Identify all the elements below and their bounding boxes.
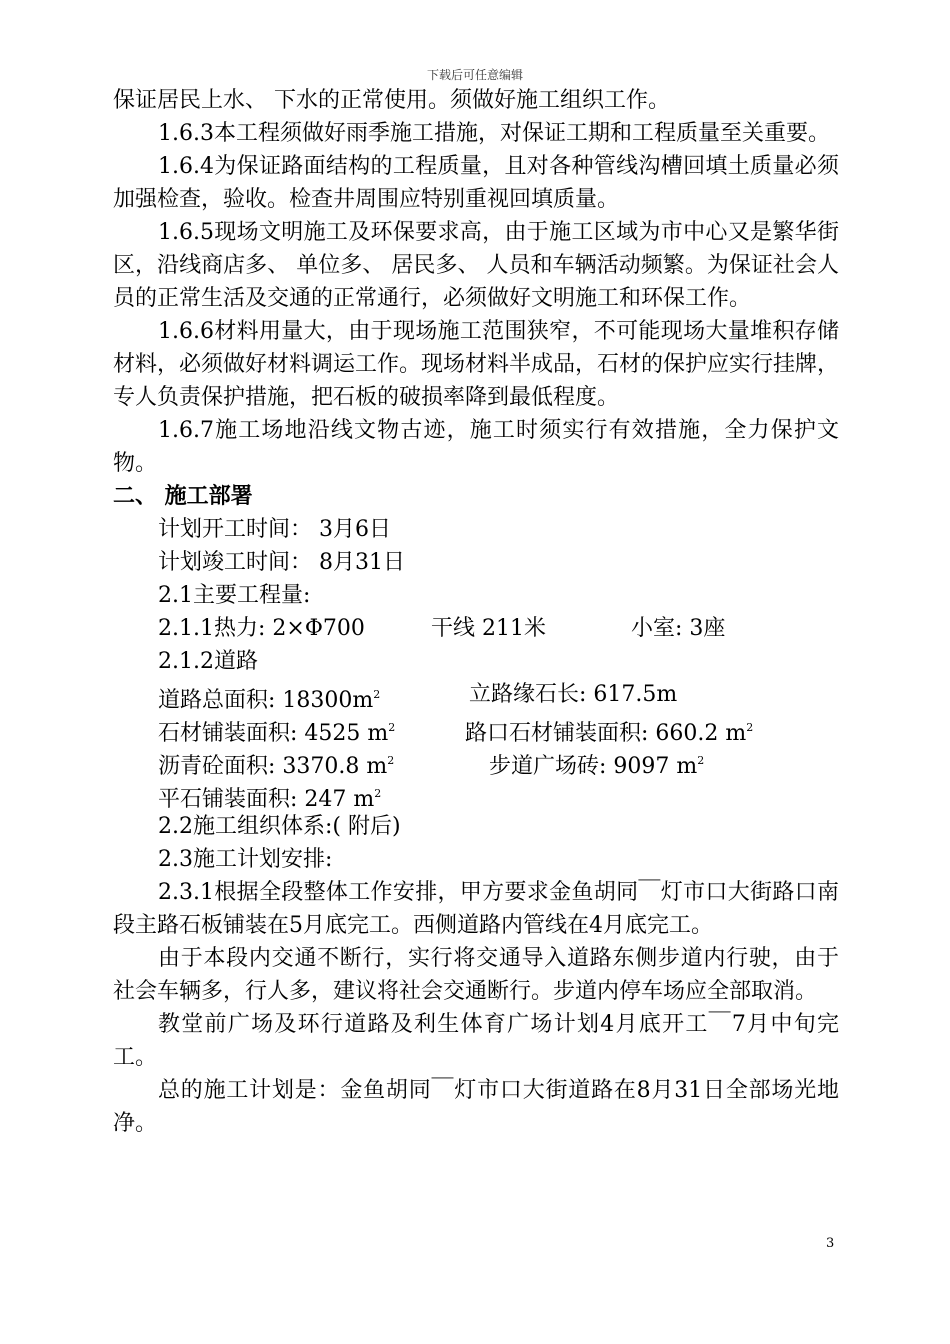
curb-length: 立路缘石长: 617.5m <box>469 682 678 707</box>
page-header: 下载后可任意编辑 <box>426 68 523 82</box>
flat-stone-area: 平石铺装面积: 247 $m^2$ <box>158 787 382 812</box>
document-body <box>113 84 839 1140</box>
stone-paving-area: 石材铺装面积: 4525 $m^2$ <box>158 721 396 746</box>
paragraph: 1.6.5现场文明施工及环保要求高，由于施工区域为市中心又是繁华街区，沿线商店多、 单位多、 居民多、 人员和车辆活动频繁。为保证社会人员的正常生活及交通的正常通行，必须做好文明施工和环保工作。 <box>113 220 839 311</box>
junction-stone-area: 路口石材铺装面积: 660.2 $m^2$ <box>465 721 754 746</box>
plan-heading: 2.3施工计划安排: <box>158 847 333 872</box>
asphalt-area: 沥青砼面积: 3370.8 $m^2$ <box>158 754 395 779</box>
paragraph: 1.6.3本工程须做好雨季施工措施，对保证工期和工程质量至关重要。 <box>158 121 830 146</box>
chambers: 小室: 3座 <box>631 616 726 641</box>
paragraph: 教堂前广场及环行道路及利生体育广场计划4月底开工￣7月中旬完工。 <box>113 1012 839 1070</box>
paragraph: 保证居民上水、 下水的正常使用。须做好施工组织工作。 <box>113 88 670 113</box>
paragraph: 总的施工计划是：金鱼胡同￣灯市口大街道路在8月31日全部场光地净。 <box>113 1078 839 1136</box>
road-total-area: 道路总面积: $18300m^2$ <box>158 688 381 713</box>
trunk-line: 干线 211米 <box>431 616 546 641</box>
paragraph: 1.6.4为保证路面结构的工程质量，且对各种管线沟槽回填土质量必须加强检查，验收。检查井周围应特别重视回填质量。 <box>113 154 839 212</box>
road-title: 2.1.2道路 <box>158 649 258 674</box>
paragraph: 1.6.6材料用量大，由于现场施工范围狭窄，不可能现场大量堆积存储材料，必须做好材料调运工作。现场材料半成品，石材的保护应实行挂牌，专人负责保护措施，把石板的破损率降到最低程度。 <box>113 319 840 410</box>
planned-start: 计划开工时间： 3月6日 <box>158 517 391 542</box>
paragraph: 1.6.7施工场地沿线文物古迹，施工时须实行有效措施，全力保护文物。 <box>113 418 839 476</box>
main-quantities: 2.1主要工程量: <box>158 583 311 608</box>
paragraph: 由于本段内交通不断行，实行将交通导入道路东侧步道内行驶，由于社会车辆多，行人多，建议将社会交通断行。步道内停车场应全部取消。 <box>113 946 839 1004</box>
section-heading: 二、 施工部署 <box>113 484 253 509</box>
page-number: 3 <box>826 1236 835 1251</box>
heat-pipe: 2.1.1热力: 2×Φ700 <box>158 616 365 641</box>
planned-end: 计划竣工时间： 8月31日 <box>158 550 405 575</box>
paragraph: 2.3.1根据全段整体工作安排，甲方要求金鱼胡同￣灯市口大街路口南段主路石板铺装在5月底完工。西侧道路内管线在4月底完工。 <box>113 880 839 938</box>
walkway-brick-area: 步道广场砖: 9097 $m^2$ <box>489 754 705 779</box>
organization: 2.2施工组织体系:( 附后) <box>158 814 401 839</box>
